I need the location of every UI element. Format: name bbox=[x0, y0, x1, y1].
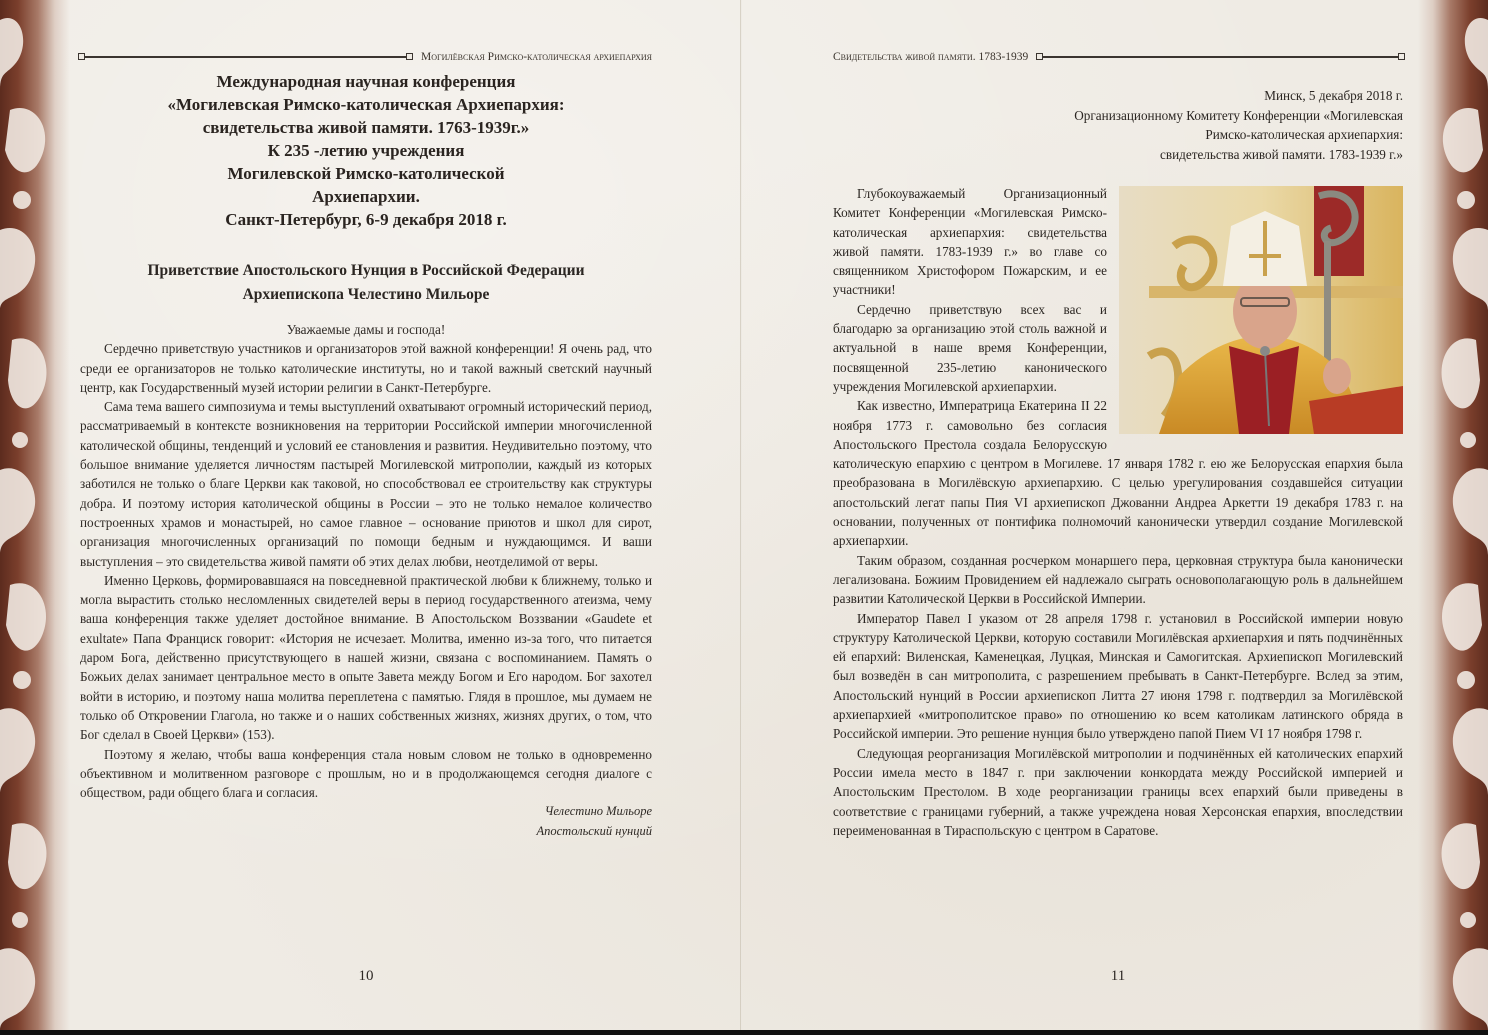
damask-ornament-icon bbox=[0, 0, 70, 1030]
page-number: 11 bbox=[1110, 968, 1126, 984]
addressee-line: Минск, 5 декабря 2018 г. bbox=[1264, 88, 1403, 103]
header-rule bbox=[80, 56, 411, 58]
book-spine bbox=[740, 0, 742, 1030]
paragraph: Поэтому я желаю, чтобы ваша конференция стала новым словом не только в одновременно объективном и молитвенном разговоре с прошлым, но и в продолжающемся сегодня диалоге с обществом, ради общего блага и согласия. bbox=[80, 746, 652, 801]
conference-title-line: «Могилевская Римско-католическая Архиепархия: bbox=[167, 95, 565, 114]
damask-ornament-icon bbox=[1418, 0, 1488, 1030]
right-page bbox=[833, 0, 1403, 1030]
conference-title-line: Могилевской Римско-католической bbox=[227, 164, 505, 183]
conference-title-line: Международная научная конференция bbox=[216, 72, 516, 91]
greeting-title-line: Архиепископа Челестино Мильоре bbox=[242, 286, 490, 303]
addressee-line: Организационному Комитету Конференции «Могилевская bbox=[1074, 107, 1403, 123]
salutation: Уважаемые дамы и господа! bbox=[286, 322, 446, 337]
decorative-border-right bbox=[1418, 0, 1488, 1030]
paragraph: Именно Церковь, формировавшаяся на повседневной практической любви к ближнему, только и могла вырастить столько несломленных свидетелей веры в период государственного атеизма, чему ваша конференция также уделяет достойное внимание. В Апостольском Воззвании «Gaudete et exultate» Папа Франциск говорит: «История не исчезает. Молитва, именно из-за того, что питается даром Бога, действенно присутствующего в нашей жизни, связана с воспоминанием. Память о Божьих делах занимает центральное место в опыте Завета между Богом и Его народом. Бог захотел войти в историю, и поэтому наша молитва переплетена с памятью. Глядя в прошлое, мы думаем не только об Откровении Глагола, но также и о наших собственных жизнях, жизнях других, о том, что Бог сделал в Своей Церкви» (153). bbox=[80, 572, 652, 743]
letter-addressee bbox=[833, 86, 1403, 164]
running-head-text: Могилёвская Римско-католическая архиепархия bbox=[420, 51, 652, 63]
greeting-title-line: Приветствие Апостольского Нунция в Российской Федерации bbox=[147, 262, 585, 279]
conference-title bbox=[80, 70, 652, 231]
conference-title-line: Санкт-Петербург, 6-9 декабря 2018 г. bbox=[225, 210, 507, 229]
conference-title-line: свидетельства живой памяти. 1763-1939г.» bbox=[202, 118, 530, 137]
greeting-title bbox=[80, 259, 652, 307]
signature-name: Челестино Мильоре bbox=[544, 804, 652, 819]
paragraph: Сердечно приветствую участников и организаторов этой важной конференции! Я очень рад, что среди ее организаторов не только католические институты, но и такой важный светский научный центр, как Государственный музей истории религии в Санкт-Петербурге. bbox=[80, 341, 652, 395]
signature-title: Апостольский нунций bbox=[536, 823, 652, 838]
paragraph: Сердечно приветствую всех вас и благодарю за организацию этой столь важной и актуальной в наше время Конференции, посвященной 235-летию канонического учреждения Могилевской архиепархии. bbox=[833, 301, 1107, 394]
header-rule bbox=[1038, 56, 1403, 58]
letter-body bbox=[833, 184, 1403, 840]
page-number: 10 bbox=[358, 968, 374, 984]
portrait-image-icon bbox=[1119, 186, 1403, 434]
archbishop-photo bbox=[1119, 186, 1403, 434]
letter-body bbox=[80, 320, 652, 841]
paragraph: Сама тема вашего симпозиума и темы выступлений охватывают огромный исторический период, рассматриваемый в контексте возникновения на территории Российской империи многочисленной католической общины, тенденций и условий ее становления и развития. Неудивительно поэтому, что большое внимание уделяется личностям пастырей Могилевской митрополии, каждый из которых заботился не только о благе Церкви как таковой, но способствовал ее строительству как структуры добра. И поэтому история католической общины в России – это не только немалое количество построенных храмов и монастырей, но самое главное – основание приютов и школ для сирот, организация многочисленных организаций по помощи бедным и нуждающимся. И ваши выступления – это свидетельства живой памяти об этих делах любви, неотделимой от веры. bbox=[80, 399, 652, 569]
paragraph: Император Павел I указом от 28 апреля 1798 г. установил в Российской империи новую структуру Католической Церкви, которую составили Могилёвская архиепархия и пять подчинённых ей епархий: Виленская, Каменецкая, Луцкая, Минская и Самогитская. Архиепископ Могилевский был возведён в сан митрополита, с разрешением пребывать в Санкт-Петербурге. Вслед за этим, Апостольский нунций в России архиепископ Литта 27 июня 1798 г. подтвердил за Могилёвской архиепархией «митрополитское право» по отношению ко всем католикам латинского обряда в Российской империи. Это решение нунция было утверждено папой Пием VI 17 ноября 1798 г. bbox=[833, 610, 1403, 742]
decorative-border-left bbox=[0, 0, 70, 1030]
left-page bbox=[80, 0, 652, 1030]
paragraph: Таким образом, созданная росчерком монаршего пера, церковная структура была канонически легализована. Божиим Провидением ей надлежало сыграть основополагающую роль в дальнейшем развитии Католической Церкви в Российской Империи. bbox=[833, 552, 1403, 607]
bottom-edge bbox=[0, 1030, 1488, 1035]
conference-title-line: Архиепархии. bbox=[312, 187, 420, 206]
paragraph: Как известно, Императрица Екатерина II 22 ноября 1773 г. самовольно без согласия Апостольского Престола создала Белорусскую католическую епархию с центром в Могилеве. 17 января 1782 г. ею же Белорусская епархия была преобразована в Могилёвскую архиепархию. С целью урегулирования создавшейся ситуации апостольский легат папы Пия VI архиепископ Джованни Андреа Аркетти 19 декабря 1783 г. на основании, полученных от понтифика полномочий канонически утвердил создание Могилевской архиепархии. bbox=[833, 398, 1403, 549]
addressee-line: Римско-католическая архиепархия: bbox=[1205, 127, 1403, 142]
running-head bbox=[833, 49, 1403, 65]
conference-title-line: К 235 -летию учреждения bbox=[267, 141, 465, 160]
running-head-text: Свидетельства живой памяти. 1783-1939 bbox=[833, 51, 1029, 63]
paragraph: Следующая реорганизация Могилёвской митрополии и подчинённых ей католических епархий России имела место в 1847 г. при заключении конкордата между Российской империей и Апостольским Престолом. В ходе реорганизации границы всех епархий были приведены в соответствие с границами губерний, а также учреждена новая Херсонская епархия, впоследствии переименованная в Тираспольскую с центром в Саратове. bbox=[833, 745, 1403, 838]
running-head bbox=[80, 49, 652, 65]
addressee-line: свидетельства живой памяти. 1783-1939 г.» bbox=[1160, 146, 1403, 162]
paragraph: Глубокоуважаемый Организационный Комитет Конференции «Могилевская Римско-католическая архиепархия: свидетельства живой памяти. 1783-1939 г.» во главе со священником Христофором Пожарским, и ее участники! bbox=[833, 186, 1107, 298]
